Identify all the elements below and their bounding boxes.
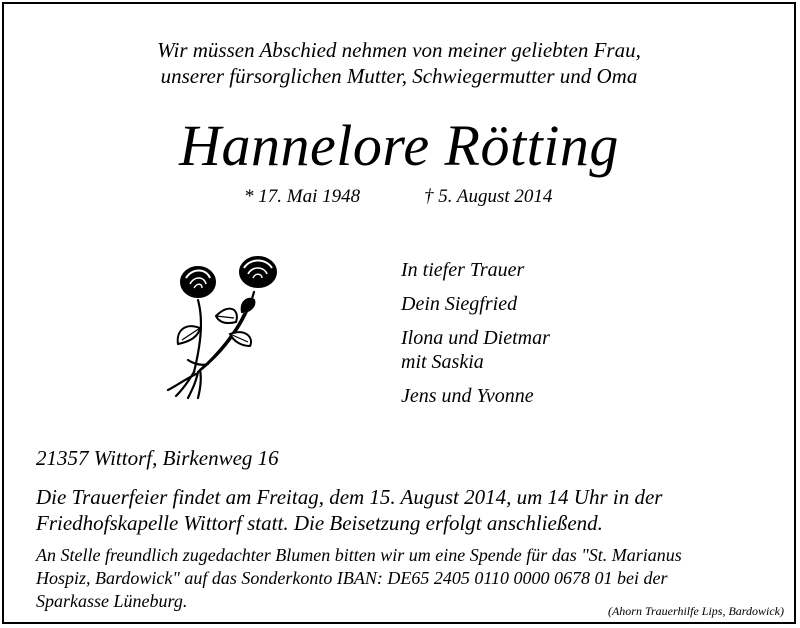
intro-line-1: Wir müssen Abschied nehmen von meiner geliebten Frau,	[157, 38, 641, 62]
deceased-name: Hannelore Rötting	[179, 113, 619, 178]
death-date: † 5. August 2014	[424, 186, 553, 207]
donation-line-2: Hospiz, Bardowick" auf das Sonderkonto IBAN: DE65 2405 0110 0000 0678 01 bei der	[36, 568, 668, 588]
mourner-husband: Dein Siegfried	[401, 293, 518, 315]
rose-left	[181, 267, 215, 297]
rose-right	[240, 257, 276, 287]
ceremony-line-2: Friedhofskapelle Wittorf statt. Die Beisetzung erfolgt anschließend.	[36, 511, 603, 535]
leaves	[178, 309, 251, 346]
birth-date: * 17. Mai 1948	[244, 186, 361, 207]
mourner-grandchild: mit Saskia	[401, 351, 484, 373]
mourners-list	[401, 258, 550, 418]
mourner-daughter: Ilona und Dietmar	[401, 327, 550, 349]
obituary-notice	[2, 2, 796, 624]
funeral-home-credit: (Ahorn Trauerhilfe Lips, Bardowick)	[607, 604, 784, 618]
intro-line-2: unserer fürsorglichen Mutter, Schwiegermutter und Oma	[160, 64, 638, 88]
mourners-heading: In tiefer Trauer	[401, 259, 525, 281]
donation-line-1: An Stelle freundlich zugedachter Blumen bitten wir um eine Spende für das "St. Marianus	[36, 545, 682, 565]
ceremony-line-1: Die Trauerfeier findet am Freitag, dem 15. August 2014, um 14 Uhr in der	[36, 485, 663, 509]
funeral-ceremony-info	[36, 484, 776, 536]
donation-request	[36, 544, 786, 613]
rose-bud	[242, 299, 255, 312]
donation-line-3: Sparkasse Lüneburg.	[36, 591, 188, 611]
mourner-son: Jens und Yvonne	[401, 385, 534, 407]
roses-icon	[154, 252, 294, 400]
family-address: 21357 Wittorf, Birkenweg 16	[36, 446, 279, 470]
